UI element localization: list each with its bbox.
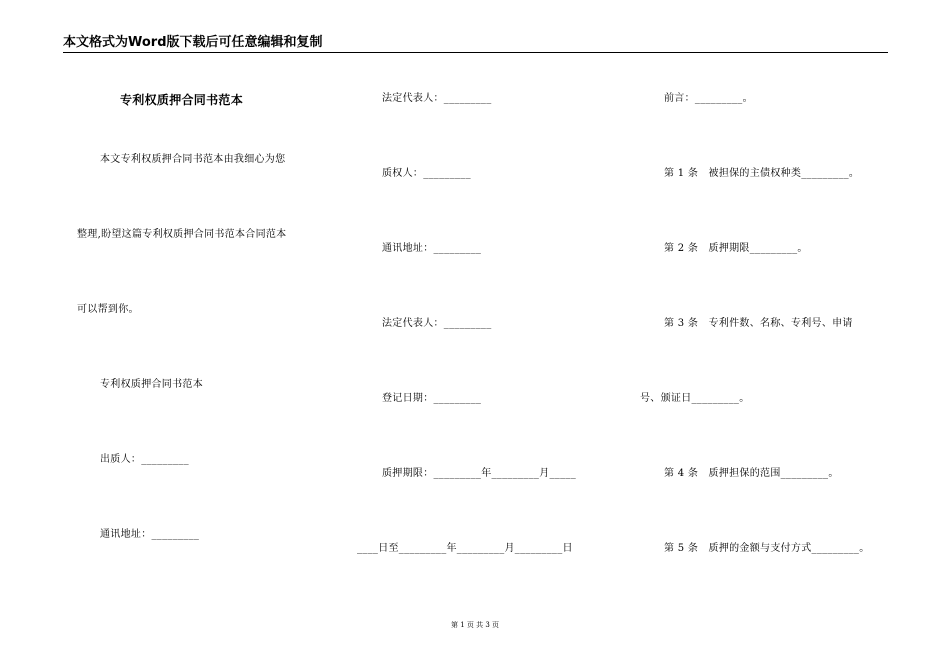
article-1: 第 1 条 被担保的主债权种类_________。 [664,168,860,179]
intro-line-1: 本文专利权质押合同书范本由我细心为您 [100,154,286,165]
document-header [63,34,888,53]
header-text: 本文格式为Word版下载后可任意编辑和复制 [63,35,323,50]
pledgee-address-field: 通讯地址：_________ [382,243,482,254]
pledgee-field: 质权人：_________ [382,168,471,179]
document-title: 专利权质押合同书范本 [120,93,244,107]
article-3-continued: 号、颁证日_________。 [640,393,750,404]
preface-field: 前言：_________。 [664,93,753,104]
pledgor-field: 出质人：_________ [100,454,189,465]
registration-date-field: 登记日期：_________ [382,393,482,404]
page-number: 第 1 页 共 3 页 [450,621,500,629]
article-4: 第 4 条 质押担保的范围_________。 [664,468,839,479]
contract-subtitle: 专利权质押合同书范本 [100,379,203,390]
legal-representative-field-1: 法定代表人：_________ [382,93,492,104]
legal-representative-field-2: 法定代表人：_________ [382,318,492,329]
pledge-term-field: 质押期限：_________年_________月_____ [382,468,576,479]
article-2: 第 2 条 质押期限_________。 [664,243,808,254]
article-5: 第 5 条 质押的金额与支付方式_________。 [664,543,870,554]
intro-line-2: 整理,盼望这篇专利权质押合同书范本合同范本 [77,229,287,240]
intro-line-3: 可以帮到你。 [77,304,139,315]
article-3: 第 3 条 专利件数、名称、专利号、申请 [664,318,853,329]
pledgor-address-field: 通讯地址：_________ [100,529,200,540]
pledge-term-continued: ____日至_________年_________月_________日 [357,543,573,554]
